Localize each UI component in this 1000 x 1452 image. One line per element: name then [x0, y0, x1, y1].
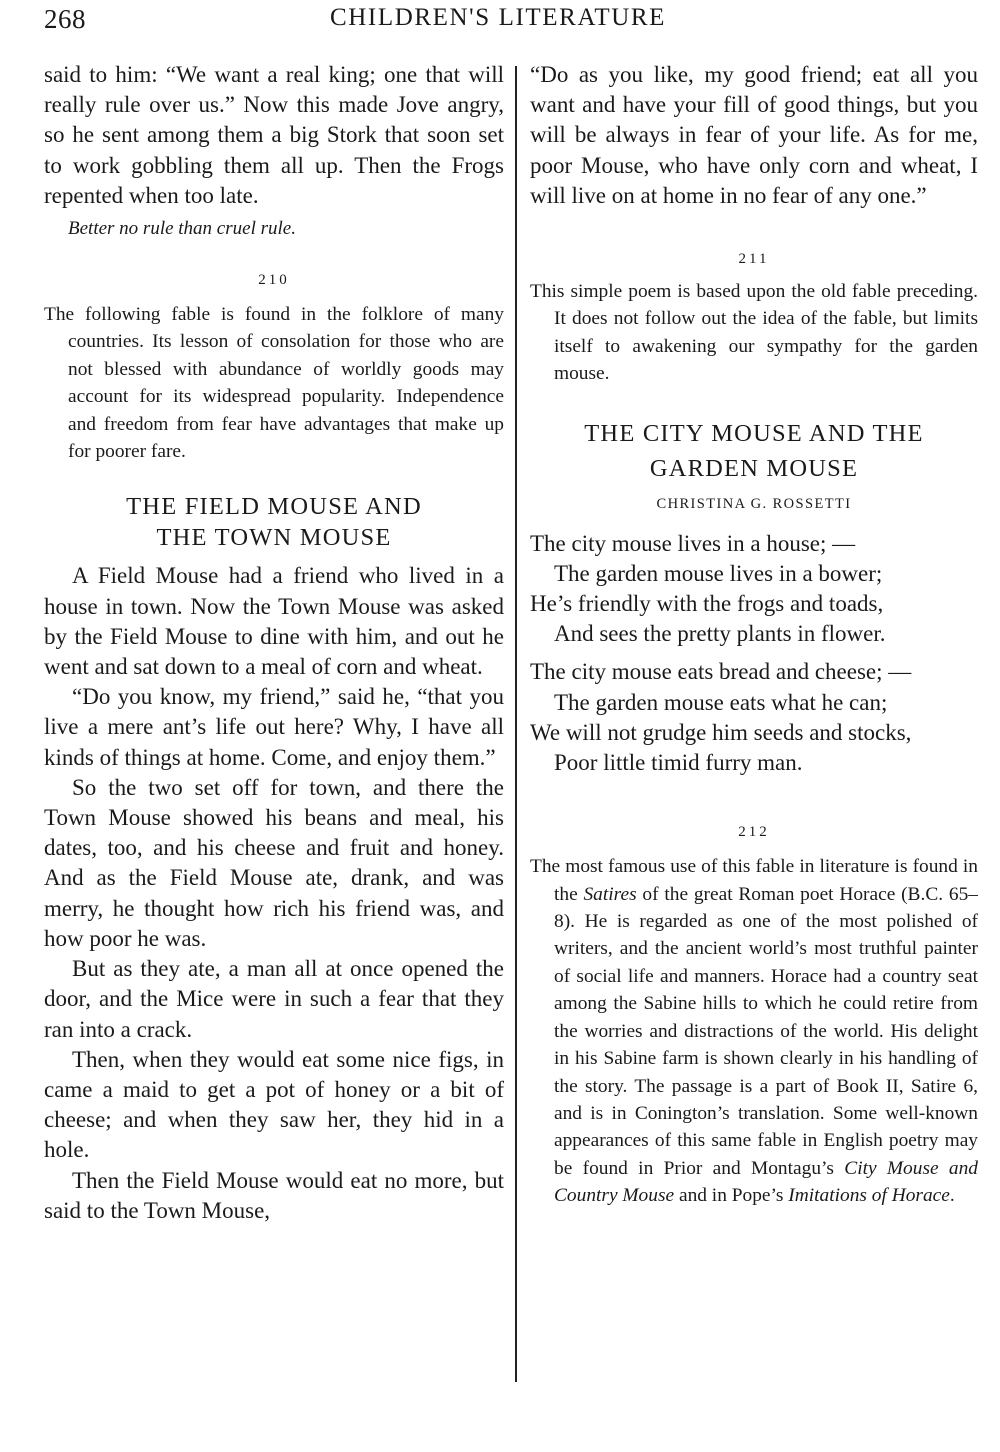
- poem-line: The city mouse lives in a house; —: [530, 530, 856, 556]
- poem-line: He’s friendly with the frogs and toads,: [530, 591, 884, 617]
- story-paragraph: A Field Mouse had a friend who lived in a house in town. Now the Town Mouse was asked by the Field Mouse to dine with him, and out he went and sat down to a meal of corn and wheat.: [44, 563, 504, 680]
- story-body: [44, 561, 504, 1225]
- section-number-212: 212: [738, 824, 770, 841]
- story-title: [44, 491, 504, 553]
- poem-title-line-2: GARDEN MOUSE: [649, 454, 859, 482]
- note-italic-title: City Mouse and Country Mouse: [554, 1157, 978, 1207]
- poem: [530, 529, 978, 779]
- poem-line: The city mouse eats bread and cheese; —: [530, 659, 912, 685]
- poem-author: CHRISTINA G. ROSSETTI: [656, 495, 852, 512]
- note-text: of the great Roman poet Horace (B.C. 65–8). He is regarded as one of the most polished of writers, and the ancient world’s most truthful painter of social life and manners. Horace had a country seat among the Sabine hills to which he could retire from the worries and distractions of the world. His delight in his Sabine farm is shown clearly in his handling of the story. The passage is a part of Book II, Satire 6, and is in Conington’s translation. Some well-known appearances of this same fable in English poetry may be found in Prior and Montagu’s: [554, 883, 978, 1179]
- story-paragraph: “Do you know, my friend,” said he, “that you live a mere ant’s life out here? Why, I have all kinds of things at home. Come, and enjoy them.”: [44, 684, 504, 770]
- section-note-211: This simple poem is based upon the old fable preceding. It does not follow out the idea of the fable, but limits itself to awakening our sympathy for the garden mouse.: [530, 281, 978, 385]
- section-number-211: 211: [738, 251, 770, 268]
- note-text: .: [949, 1185, 955, 1207]
- poem-stanza: [530, 529, 978, 650]
- page-number: 268: [44, 4, 86, 34]
- section-note-212: [530, 853, 978, 1209]
- section-note-210: The following fable is found in the folklore of many countries. Its lesson of consolation for those who are not blessed with abundance of worldly goods may account for its widespread popularity. Independence and freedom from fear have advantages that make up for poorer fare.: [44, 304, 504, 463]
- story-title-line-1: THE FIELD MOUSE AND: [126, 493, 422, 521]
- fable-moral: Better no rule than cruel rule.: [68, 218, 296, 240]
- note-italic-title: Satires: [583, 883, 637, 905]
- story-paragraph: So the two set off for town, and there the Town Mouse showed his beans and meal, his dates, too, and his cheese and fruit and honey. And as the Field Mouse ate, drank, and was merry, he thought how rich his friend was, and how poor he was.: [44, 774, 504, 951]
- poem-stanza: [530, 657, 978, 778]
- poem-line: And sees the pretty plants in flower.: [554, 621, 886, 647]
- poem-title-line-1: THE CITY MOUSE AND THE: [584, 419, 924, 447]
- poem-line: The garden mouse eats what he can;: [554, 689, 888, 715]
- story-paragraph: But as they ate, a man all at once opened the door, and the Mice were in such a fear that they ran into a crack.: [44, 956, 504, 1042]
- left-column: [44, 60, 504, 1226]
- note-text: and in Pope’s: [674, 1185, 789, 1207]
- right-column: [530, 60, 978, 1210]
- opening-paragraph: said to him: “We want a real king; one that will really rule over us.” Now this made Jove angry, so he sent among them a big Stork that soon set to work gobbling them all up. Then the Frogs repented when too late.: [44, 62, 504, 208]
- poem-title: [530, 418, 978, 484]
- poem-line: Poor little timid furry man.: [554, 750, 803, 776]
- poem-line: We will not grudge him seeds and stocks,: [530, 719, 912, 745]
- story-paragraph: Then the Field Mouse would eat no more, but said to the Town Mouse,: [44, 1167, 504, 1223]
- page-header: [44, 4, 979, 40]
- column-divider: [515, 66, 517, 1382]
- note-text: The most famous use of this fable in literature is found in the: [530, 856, 978, 905]
- running-title: CHILDREN'S LITERATURE: [330, 4, 667, 31]
- section-number-210: 210: [258, 272, 290, 289]
- continuation-paragraph: “Do as you like, my good friend; eat all you want and have your fill of good things, but you will be always in fear of your life. As for me, poor Mouse, who have only corn and wheat, I will live on at home in no fear of any one.”: [530, 62, 978, 208]
- story-title-line-2: THE TOWN MOUSE: [156, 524, 392, 552]
- poem-line: The garden mouse lives in a bower;: [554, 560, 883, 586]
- story-paragraph: Then, when they would eat some nice figs, in came a maid to get a pot of honey or a bit of cheese; and when they saw her, they hid in a hole.: [44, 1046, 504, 1163]
- note-italic-title: Imitations of Horace: [788, 1185, 950, 1207]
